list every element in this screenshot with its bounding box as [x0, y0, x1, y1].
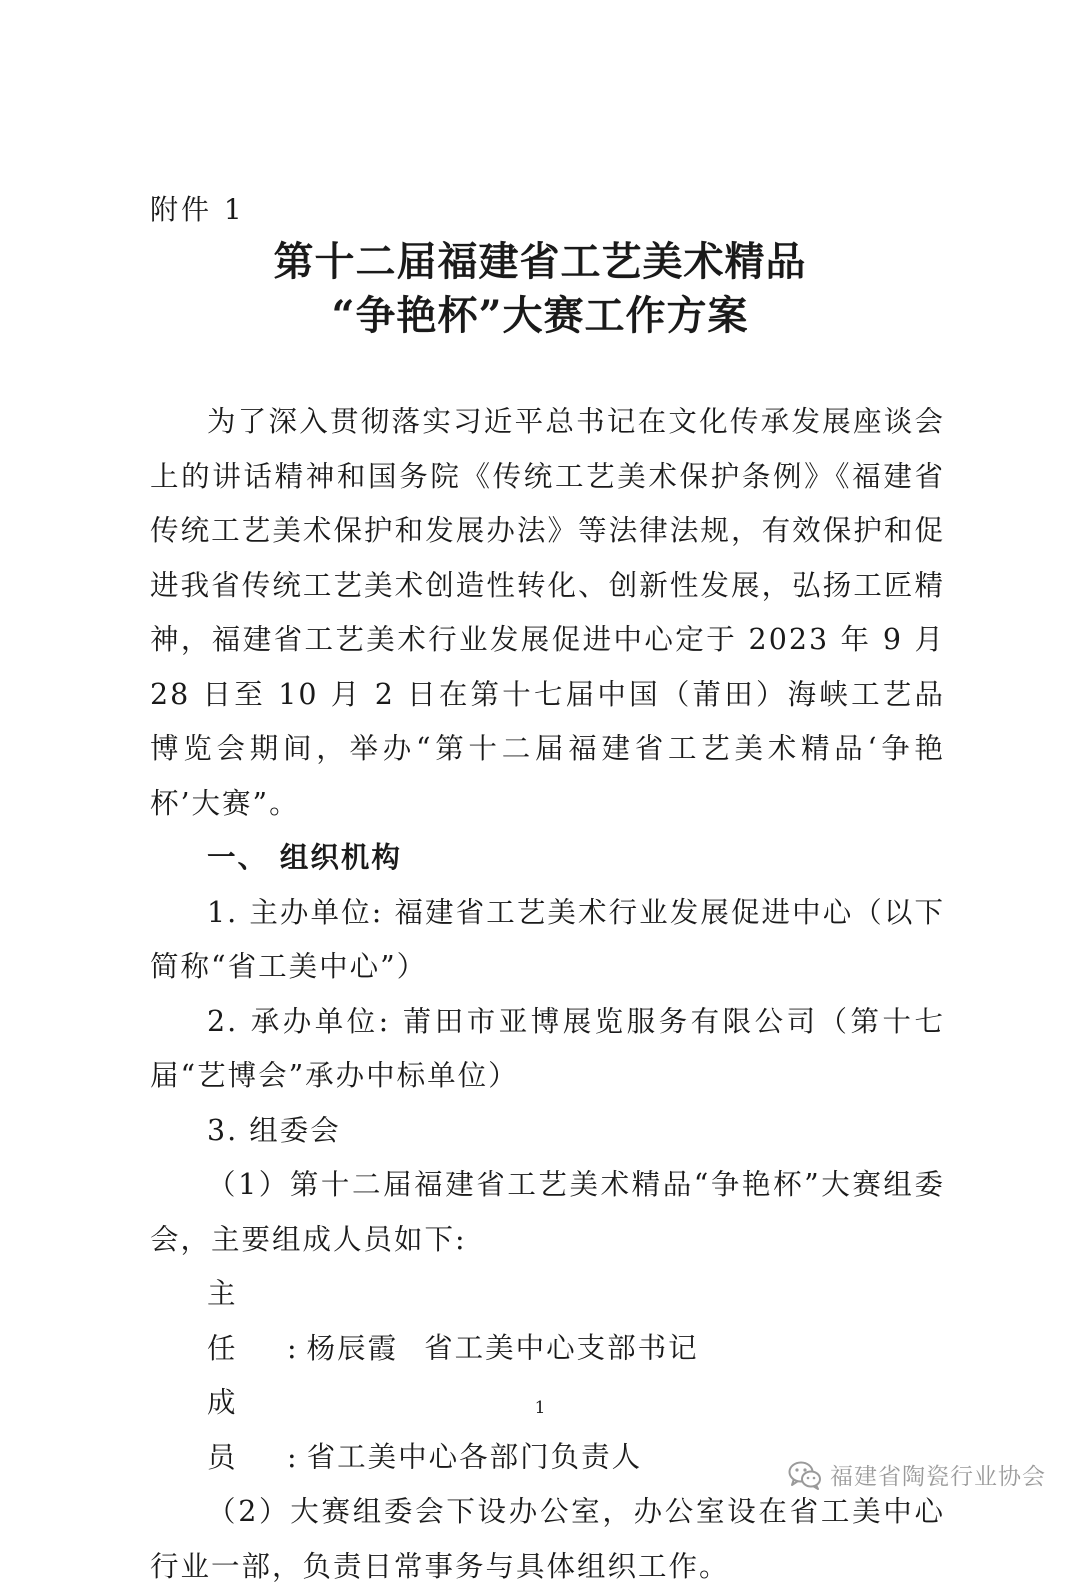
wechat-icon [788, 1460, 822, 1490]
page-number: 1 [534, 1398, 546, 1418]
member-role [207, 1376, 287, 1485]
document-title-line1: 第十二届福建省工艺美术精品 [273, 238, 807, 285]
intro-paragraph: 为了深入贯彻落实习近平总书记在文化传承发展座谈会上的讲话精神和国务院《传统工艺美术保护条例》《福建省传统工艺美术保护和发展办法》等法律法规，有效保护和促进我省传统工艺美术创造性转化、创新性发展，弘扬工匠精神，福建省工艺美术行业发展促进中心定于 2023 年 9 月 28 日至 10 月 2 日在第十七届中国（莆田）海峡工艺品博览会期间，举办“第十二届福建省工艺美术精品‘争艳杯’大赛”。 [150, 405, 945, 820]
item-organizer: 1. 主办单位: 福建省工艺美术行业发展促进中心（以下简称“省工美中心”） [150, 895, 945, 983]
director-colon: : [287, 1331, 299, 1365]
member-role-char1: 成 [207, 1386, 236, 1419]
sub-item-office: （2）大赛组委会下设办公室，办公室设在省工美中心行业一部，负责日常事务与具体组织工作。 [150, 1495, 945, 1583]
sub-item-committee-members: （1）第十二届福建省工艺美术精品“争艳杯”大赛组委会，主要组成人员如下: [150, 1168, 945, 1256]
member-description: 省工美中心各部门负责人 [306, 1440, 643, 1474]
director-role-char2: 任 [207, 1331, 236, 1365]
section-heading-organization: 一、 组织机构 [207, 841, 402, 874]
committee-director-row [150, 1267, 945, 1376]
item-committee: 3. 组委会 [207, 1113, 341, 1147]
attachment-label: 附件 1 [150, 193, 245, 226]
watermark [788, 1458, 1046, 1491]
member-role-char2: 员 [207, 1440, 236, 1474]
watermark-text: 福建省陶瓷行业协会 [830, 1464, 1046, 1490]
director-role-char1: 主 [207, 1277, 236, 1310]
director-title: 省工美中心支部书记 [424, 1331, 699, 1365]
member-colon: : [287, 1440, 299, 1474]
director-role [207, 1267, 287, 1376]
document-title-line2: “争艳杯”大赛工作方案 [331, 292, 749, 339]
item-undertaker: 2. 承办单位: 莆田市亚博展览服务有限公司（第十七届“艺博会”承办中标单位） [150, 1004, 945, 1092]
director-name: 杨辰霞 [306, 1331, 399, 1365]
